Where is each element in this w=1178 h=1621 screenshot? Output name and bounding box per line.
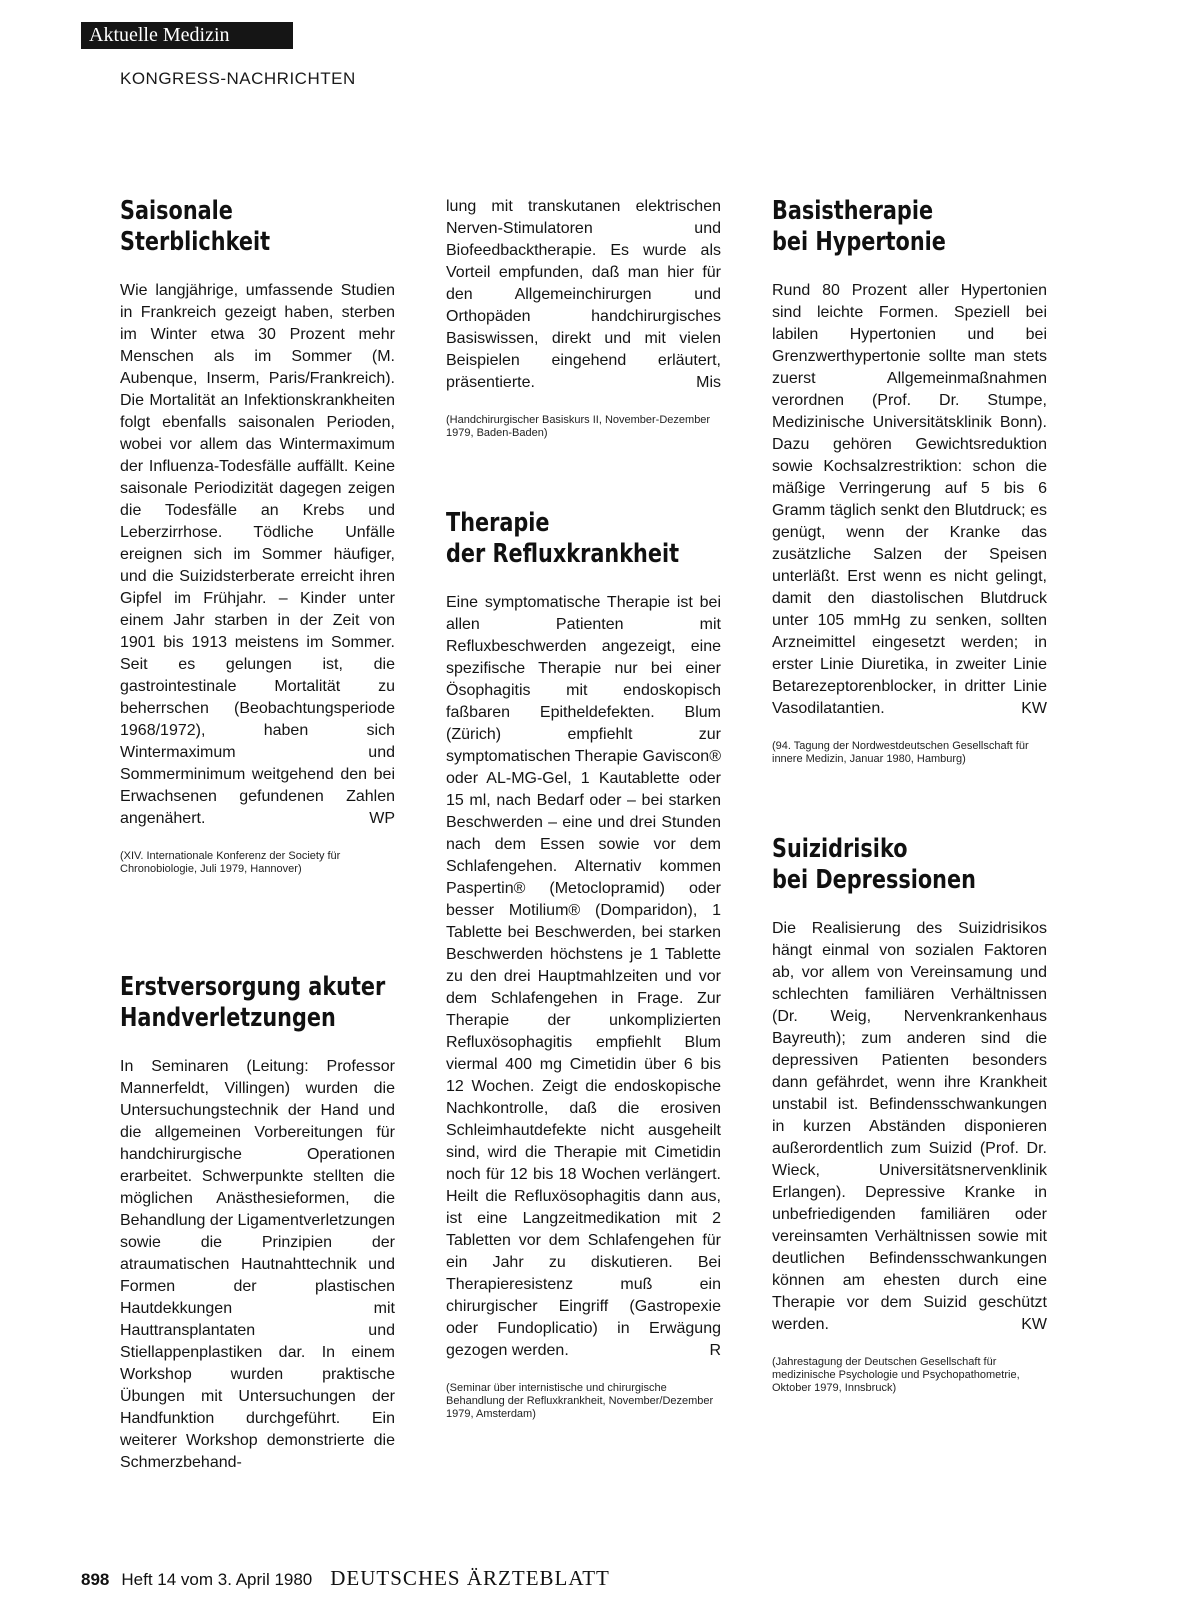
column-right (772, 196, 1047, 1395)
article-source: (Handchirurgischer Basiskurs II, November-Dezember 1979, Baden-Baden) (446, 414, 711, 439)
article-headline: Basistherapie bei Hypertonie (772, 196, 946, 257)
page-footer (81, 1566, 610, 1591)
article-source: (Jahrestagung der Deutschen Gesellschaft für medizinische Psychologie und Psychopathometrie, Oktober 1979, Innsbruck) (772, 1356, 1020, 1394)
article-therapie-refluxkrankheit (446, 508, 721, 1421)
article-headline: Therapie der Refluxkrankheit (446, 508, 680, 569)
article-body: Rund 80 Prozent aller Hypertonien sind leichte Formen. Speziell bei labilen Hypertonien und bei Grenzwerthypertonie sollte man stets zuerst Allgemeinmaßnahmen verordnen (Prof. Dr. Stumpe, Medizinische Universitätsklinik Bonn). Dazu gehören Gewichtsreduktion sowie Kochsalzrestriktion: schon die mäßige Verringerung auf 5 bis 6 Gramm täglich senkt den Blutdruck; es genügt, wenn der Kranke das zusätzliche Salzen der Speisen unterläßt. Erst wenn es nicht gelingt, damit den diastolischen Blutdruck unter 105 mmHg zu senken, sollten Arzneimittel eingesetzt werden; in erster Linie Diuretika, in zweiter Linie Betarezeptorenblocker, in dritter Linie Vasodilatantien. KW (772, 280, 1047, 720)
author-signature: KW (1021, 700, 1047, 717)
magazine-title: DEUTSCHES ÄRZTEBLATT (330, 1566, 610, 1590)
article-saisonale-sterblichkeit (120, 196, 395, 876)
article-body: Die Realisierung des Suizidrisikos hängt einmal von sozialen Faktoren ab, vor allem von Vereinsamung und schlechten familiären Verhältnissen (Dr. Weig, Nervenkrankenhaus Bayreuth); zum anderen sind die depressiven Patienten besonders dann gefährdet, wenn ihre Krankheit unstabil ist. Befindensschwankungen in kurzen Abständen disponieren außerordentlich zum Suizid (Prof. Dr. Wieck, Universitätsnervenklinik Erlangen). Depressive Kranke in unbefriedigenden familiären oder vereinsamten Verhältnissen sowie mit deutlichen Befindensschwankungen können am ehesten durch eine Therapie vor dem Suizid geschützt werden. KW (772, 918, 1047, 1336)
issue-info: Heft 14 vom 3. April 1980 (121, 1570, 313, 1589)
author-signature: WP (369, 810, 395, 827)
article-body: In Seminaren (Leitung: Professor Mannerfeldt, Villingen) wurden die Untersuchungstechnik der Hand und die allgemeinen Vorbereitungen für handchirurgische Operationen erarbeitet. Schwerpunkte stellten die möglichen Anästhesieformen, die Behandlung der Ligamentverletzungen sowie die Prinzipien der atraumatischen Hautnahttechnik und Formen der plastischen Hautdekkungen mit Hauttransplantaten und Stiellappenplastiken dar. In einem Workshop wurden praktische Übungen mit Untersuchungen der Handfunktion durchgeführt. Ein weiterer Workshop demonstrierte die Schmerzbehand- (120, 1058, 395, 1471)
article-erstversorgung-handverletzungen (120, 972, 395, 1474)
article-headline: Erstversorgung akuter Handverletzungen (120, 972, 386, 1033)
article-headline: Saisonale Sterblichkeit (120, 196, 271, 257)
page-number: 898 (81, 1570, 110, 1589)
column-middle (446, 196, 721, 1421)
article-headline: Suizidrisiko bei Depressionen (772, 834, 976, 895)
column-left (120, 196, 395, 1474)
article-source: (XIV. Internationale Konferenz der Society für Chronobiologie, Juli 1979, Hannover) (120, 850, 341, 875)
article-basistherapie-hypertonie (772, 196, 1047, 766)
section-label: KONGRESS-NACHRICHTEN (120, 69, 356, 88)
article-body-continued: lung mit transkutanen elektrischen Nerven-Stimulatoren und Biofeedbacktherapie. Es wurde als Vorteil empfunden, daß man hier für den Allgemeinchirurgen und Orthopäden handchirurgisches Basiswissen, direkt und mit vielen Beispielen eingehend erläutert, präsentierte. Mis (446, 196, 721, 394)
section-badge: Aktuelle Medizin (81, 22, 293, 49)
author-signature: Mis (696, 374, 721, 391)
author-signature: KW (1021, 1316, 1047, 1333)
article-source: (94. Tagung der Nordwestdeutschen Gesellschaft für innere Medizin, Januar 1980, Hamburg) (772, 740, 1029, 765)
author-signature: R (709, 1342, 721, 1359)
article-source: (Seminar über internistische und chirurgische Behandlung der Refluxkrankheit, November/Dezember 1979, Amsterdam) (446, 1382, 714, 1420)
article-suizidrisiko-depressionen (772, 834, 1047, 1395)
article-body: Wie langjährige, umfassende Studien in Frankreich gezeigt haben, sterben im Winter etwa 30 Prozent mehr Menschen als im Sommer (M. Aubenque, Inserm, Paris/Frankreich). Die Mortalität an Infektionskrankheiten folgt ebenfalls saisonalen Perioden, wobei vor allem das Wintermaximum der Influenza-Todesfälle auffällt. Keine saisonale Periodizität dagegen zeigen die Todesfälle an Krebs und Leberzirrhose. Tödliche Unfälle ereignen sich im Sommer häufiger, und die Suizidsterberate erreicht ihren Gipfel im Frühjahr. – Kinder unter einem Jahr starben in der Zeit von 1901 bis 1913 meistens im Sommer. Seit es gelungen ist, die gastrointestinale Mortalität zu beherrschen (Beobachtungsperiode 1968/1972), haben sich Wintermaximum und Sommerminimum weitgehend den bei Erwachsenen gefundenen Zahlen angenähert. WP (120, 280, 395, 830)
article-body: Eine symptomatische Therapie ist bei allen Patienten mit Refluxbeschwerden angezeigt, eine spezifische Therapie nur bei einer Ösophagitis mit endoskopisch faßbaren Epitheldefekten. Blum (Zürich) empfiehlt zur symptomatischen Therapie Gaviscon® oder AL-MG-Gel, 1 Kautablette oder 15 ml, nach Bedarf oder – bei starken Beschwerden – eine und drei Stunden nach dem Essen sowie vor dem Schlafengehen. Alternativ kommen Paspertin® (Metoclopramid) oder besser Motilium® (Domparidon), 1 Tablette bei Beschwerden, bei starken Beschwerden höchstens je 1 Tablette zu den drei Hauptmahlzeiten und vor dem Schlafengehen in Frage. Zur Therapie der unkomplizierten Refluxösophagitis empfiehlt Blum viermal 400 mg Cimetidin über 6 bis 12 Wochen. Zeigt die endoskopische Nachkontrolle, daß die erosiven Schleimhautdefekte nicht ausgeheilt sind, wird die Therapie mit Cimetidin noch für 12 bis 18 Wochen verlängert. Heilt die Refluxösophagitis dann aus, ist eine Langzeitmedikation mit 2 Tabletten vor dem Schlafengehen für ein Jahr zu diskutieren. Bei Therapieresistenz muß ein chirurgischer Eingriff (Gastropexie oder Fundoplicatio) in Erwägung gezogen werden. R (446, 592, 721, 1362)
